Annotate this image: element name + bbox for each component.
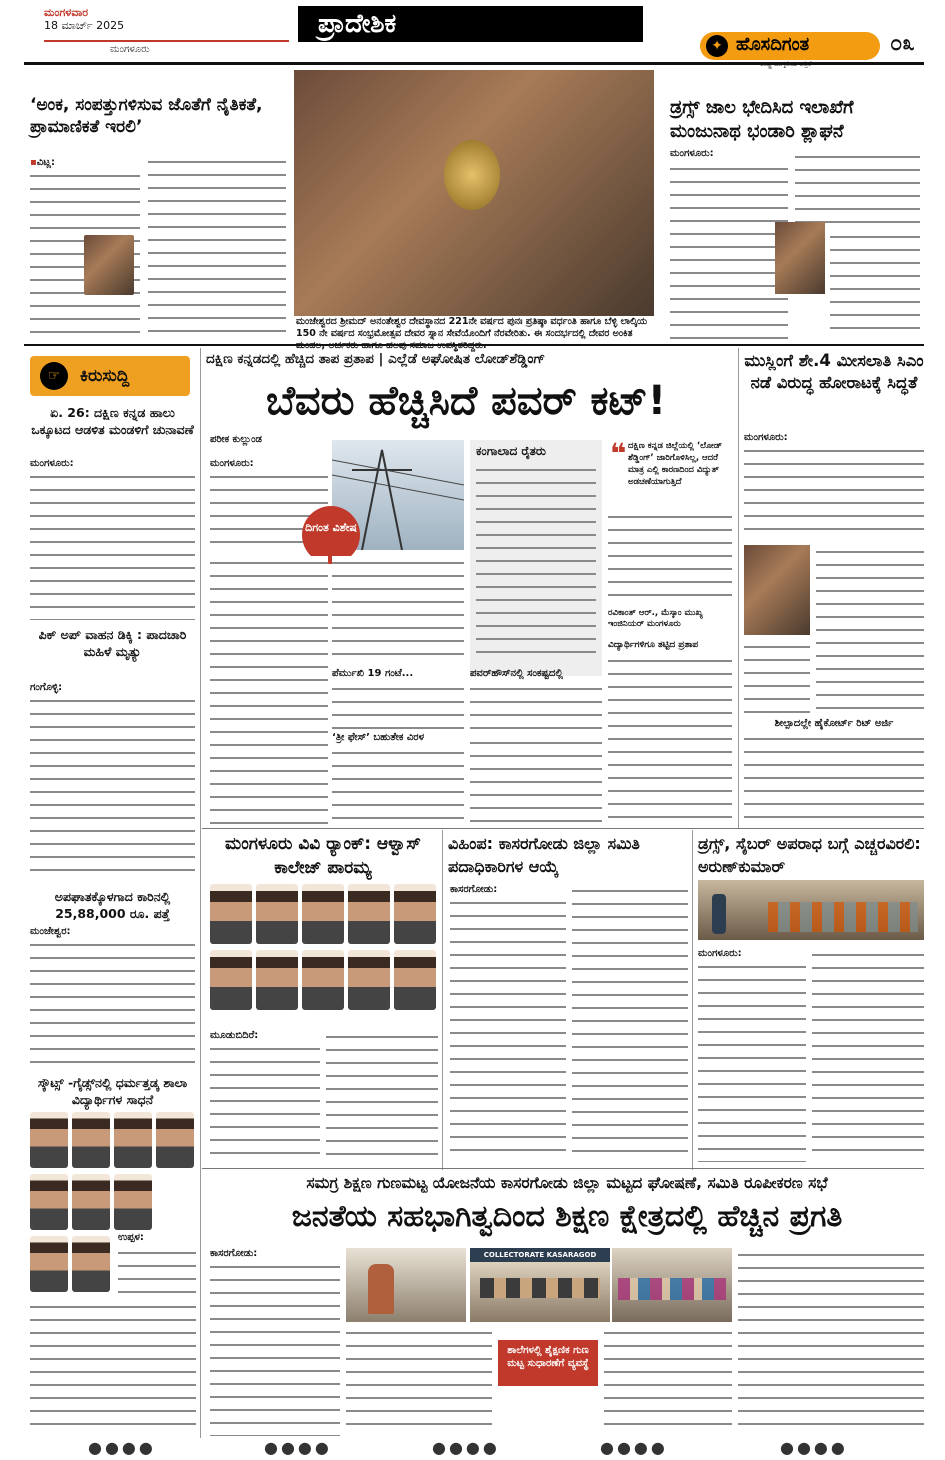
footer-bullets: ●●●● bbox=[432, 1438, 500, 1457]
footer-bullets: ●●●● bbox=[88, 1438, 156, 1457]
kiru-item1-body bbox=[30, 470, 195, 620]
cyber-crime-body2 bbox=[812, 948, 924, 1162]
education-body2 bbox=[346, 1326, 492, 1436]
university-rank-body2 bbox=[326, 1030, 438, 1162]
top-rule bbox=[24, 62, 924, 65]
footer-bullets: ●●●● bbox=[264, 1438, 332, 1457]
cyber-crime-body1 bbox=[698, 960, 806, 1162]
rank-holder-photos bbox=[210, 884, 436, 1018]
education-body3 bbox=[604, 1326, 732, 1436]
drugs-police-body2 bbox=[795, 150, 920, 230]
education-photo2: COLLECTORATE KASARAGOD bbox=[470, 1248, 610, 1322]
power-cut-kicker: ದಕ್ಷಿಣ ಕನ್ನಡದಲ್ಲಿ ಹೆಚ್ಚಿದ ತಾಪ ಪ್ರತಾಪ | ಎಲ್ಲೆಡೆ ಅಘೋಷಿತ ಲೋಡ್‌ಶೆಡ್ಡಿಂಗ್ bbox=[206, 351, 546, 367]
education-photo3 bbox=[612, 1248, 732, 1322]
power-cut-body5 bbox=[332, 746, 464, 826]
column-divider bbox=[200, 348, 201, 1438]
section-title: ಪ್ರಾದೇಶಿಕ bbox=[298, 6, 643, 42]
bhandari-photo bbox=[775, 222, 825, 294]
lamp-icon: ✦ bbox=[706, 35, 728, 57]
ethics-body-col2 bbox=[148, 155, 286, 340]
temple-photo bbox=[294, 70, 654, 316]
education-pullquote: ಶಾಲೆಗಳಲ್ಲಿ ಶೈಕ್ಷಣಿಕ ಗುಣ ಮಟ್ಟ ಸುಧಾರಣೆಗೆ ವ್ಯವಸ್ಥೆ bbox=[498, 1340, 598, 1386]
cyber-crime-dateline: ಮಂಗಳೂರು: bbox=[698, 948, 742, 959]
ethics-speaker-photo bbox=[84, 235, 134, 295]
header-rule bbox=[44, 40, 289, 42]
section-rule bbox=[24, 344, 924, 346]
education-dateline: ಕಾಸರಗೋಡು: bbox=[210, 1248, 258, 1259]
kiru-item4-headline: ಸ್ಕೌಟ್ಸ್ -ಗೈಡ್ಸ್‌ನಲ್ಲಿ ಧರ್ಮತ್ತಡ್ಕ ಶಾಲಾ ವಿದ್ಯಾರ್ಥಿಗಳ ಸಾಧನೆ bbox=[37, 1075, 188, 1107]
kiru-item4-body2 bbox=[30, 1300, 196, 1432]
cm-protest-body1 bbox=[744, 444, 924, 540]
power-cut-quote-body bbox=[608, 510, 732, 605]
quote-icon: ❝ bbox=[610, 437, 627, 470]
kiru-item2-headline: ಪಿಕ್ ಅಪ್ ವಾಹನ ಡಿಕ್ಕಿ : ಪಾದಚಾರಿ ಮಹಿಳೆ ಮೃತ್ಯು bbox=[38, 627, 187, 659]
power-cut-quote: ದಕ್ಷಿಣ ಕನ್ನಡ ಜಿಲ್ಲೆಯಲ್ಲಿ ‘ಲೋಡ್ ಶೆಡ್ಡಿಂಗ್’ ಜಾರಿಗೊಳಿಸಿಲ್ಲ, ಆದರೆ ಮಾತ್ರ ಎಲ್ಲಿ ಕಾರಣದಿಂದ ವಿದ್ಯುತ್ ಅಡಚಣೆಯಾಗುತ್ತಿದೆ bbox=[628, 441, 723, 487]
drugs-police-body1 bbox=[670, 162, 788, 340]
farmers-box: ಕಂಗಾಲಾದ ರೈತರು bbox=[470, 440, 602, 676]
ethics-body-col1: ▪ವಿಟ್ಲ: bbox=[30, 150, 140, 340]
drugs-police-headline: ಡ್ರಗ್ಸ್ ಜಾಲ ಭೇದಿಸಿದ ಇಲಾಖೆಗೆ ಮಂಜುನಾಥ ಭಂಡಾರಿ ಶ್ಲಾಘನೆ bbox=[670, 97, 854, 142]
cm-protest-body4 bbox=[744, 732, 924, 826]
education-headline: ಜನತೆಯ ಸಹಭಾಗಿತ್ವದಿಂದ ಶಿಕ್ಷಣ ಕ್ಷೇತ್ರದಲ್ಲಿ ಹೆಚ್ಚಿನ ಪ್ರಗತಿ bbox=[291, 1199, 843, 1234]
kiru-item4-body1 bbox=[118, 1246, 196, 1296]
university-rank-body1 bbox=[210, 1042, 320, 1162]
cm-protest-headline: ಮುಸ್ಲಿಂಗೆ ಶೇ.4 ಮೀಸಲಾತಿ ಸಿಎಂ ನಡೆ ವಿರುದ್ಧ ಹೋರಾಟಕ್ಕೆ ಸಿದ್ಧತೆ bbox=[744, 351, 924, 392]
quote-author: ರವಿಕಾಂತ್ ಆರ್., ಮೆಸ್ಕಾಂ ಮುಖ್ಯ ಇಂಜಿನಿಯರ್ ಮಂಗಳೂರು bbox=[608, 608, 703, 629]
city-label: ಮಂಗಳೂರು bbox=[110, 44, 150, 55]
footer-bullets: ●●●● bbox=[780, 1438, 848, 1457]
cm-protest-body3 bbox=[744, 640, 810, 715]
power-cut-headline: ಬೆವರು ಹೆಚ್ಚಿಸಿದೆ ಪವರ್ ಕಟ್! bbox=[266, 378, 666, 424]
page-number: ೦೩ bbox=[890, 31, 915, 56]
vhp-body2 bbox=[572, 884, 688, 1162]
vhp-headline: ವಿಹಿಂಪ: ಕಾಸರಗೋಡು ಜಿಲ್ಲಾ ಸಮಿತಿ ಪದಾಧಿಕಾರಿಗಳ ಆಯ್ಕೆ bbox=[448, 834, 640, 876]
kiru-item2-body bbox=[30, 694, 195, 882]
kiru-item3-dateline: ಮಂಜೇಶ್ವರ: bbox=[30, 926, 71, 937]
power-cut-body4 bbox=[332, 682, 464, 730]
column-divider bbox=[738, 348, 739, 828]
drugs-police-dateline: ಮಂಗಳೂರು: bbox=[670, 148, 714, 159]
kiru-item1-headline: ಏ. 26: ದಕ್ಷಿಣ ಕನ್ನಡ ಹಾಲು ಒಕ್ಕೂಟದ ಆಡಳಿತ ಮಂಡಳಿಗೆ ಚುನಾವಣೆ bbox=[31, 405, 194, 437]
education-body4 bbox=[738, 1248, 924, 1436]
newspaper-logo: ✦ ಹೊಸದಿಗಂತ bbox=[700, 32, 880, 60]
power-cut-body8 bbox=[470, 736, 602, 826]
power-cut-dateline: ಮಂಗಳೂರು: bbox=[210, 458, 254, 469]
power-cut-sub1: ಪೆರ್ಮುಖಿ 19 ಗಂಟೆ... bbox=[332, 668, 414, 679]
power-cut-sub4: ವಿದ್ಯಾರ್ಥಿಗಳಿಗೂ ತಟ್ಟಿದ ಪ್ರತಾಪ bbox=[608, 640, 699, 650]
digantha-special-badge: ದಿಗಂತ ವಿಶೇಷ bbox=[302, 506, 360, 564]
student-photo bbox=[72, 1236, 110, 1292]
kiru-item4-dateline: ಉಪ್ಪಳ: bbox=[118, 1232, 144, 1243]
megaphone-icon: ☞ bbox=[40, 362, 68, 390]
power-cut-body6 bbox=[470, 682, 602, 732]
kiru-item3-body bbox=[30, 938, 195, 1068]
date-label: 18 ಮಾರ್ಚ್ 2025 bbox=[44, 19, 125, 32]
kiru-item1-dateline: ಮಂಗಳೂರು: bbox=[30, 458, 74, 469]
cm-protest-dateline: ಮಂಗಳೂರು: bbox=[744, 432, 788, 443]
university-rank-dateline: ಮೂಡುಬಿದಿರೆ: bbox=[210, 1030, 259, 1041]
ethics-headline: ‘ಅಂಕ, ಸಂಪತ್ತುಗಳಿಸುವ ಜೊತೆಗೆ ನೈತಿಕತೆ, ಪ್ರಾಮಾಣಿಕತೆ ಇರಲಿ’ bbox=[30, 95, 263, 137]
day-label: ಮಂಗಳವಾರ bbox=[44, 6, 89, 19]
section-rule bbox=[202, 1168, 924, 1169]
vhp-dateline: ಕಾಸರಗೋಡು: bbox=[450, 884, 498, 895]
temple-caption: ಮಂಜೇಶ್ವರದ ಶ್ರೀಮದ್ ಅನಂತೇಶ್ವರ ದೇವಸ್ಥಾನದ 221ನೇ ವರ್ಷದ ಪುನಃ ಪ್ರತಿಷ್ಠಾ ವರ್ಧಂತಿ ಹಾಗೂ ಬೆಳ್ಳಿ ಲಾಲ್ಕಿಯ 150 ನೇ ವರ್ಷದ ಸಂಭ್ರಮೋತ್ಸವ ದೇವರ ಸ್ನಾನ ಸೇವೆಯೊಂದಿಗೆ ನೆರವೇರಿತು. ಈ ಸಂದರ್ಭದಲ್ಲಿ ದೇವರ ಅಂಕಿತ bbox=[296, 316, 648, 339]
column-divider bbox=[442, 830, 443, 1170]
power-cut-body7 bbox=[608, 654, 732, 826]
footer-bullets: ●●●● bbox=[600, 1438, 668, 1457]
power-cut-body2 bbox=[210, 556, 328, 826]
education-photo1 bbox=[346, 1248, 466, 1322]
power-cut-sub3: ‘ತ್ರೀ ಫೇಸ್’ ಬಹುತೇಕ ವಿರಳ bbox=[332, 732, 425, 743]
kiru-item2-dateline: ಗಂಗೊಳ್ಳಿ: bbox=[30, 682, 63, 693]
kiru-item3-headline: ಅಪಘಾತಕ್ಕೊಳಗಾದ ಕಾರಿನಲ್ಲಿ 25,88,000 ರೂ. ಪತ್ತೆ bbox=[54, 889, 171, 921]
cyber-crime-headline: ಡ್ರಗ್ಸ್, ಸೈಬರ್ ಅಪರಾಧ ಬಗ್ಗೆ ಎಚ್ಚರವಿರಲಿ: ಅರುಣ್‌ಕುಮಾರ್ bbox=[698, 834, 921, 876]
university-rank-headline: ಮಂಗಳೂರು ವಿವಿ ರ‍್ಯಾಂಕ್: ಆಳ್ವಾಸ್ ಕಾಲೇಜ್ ಪಾರಮ್ಯ bbox=[225, 834, 421, 878]
section-rule bbox=[202, 828, 924, 829]
kiru-item4-photos bbox=[30, 1112, 195, 1232]
cyber-crime-photo bbox=[698, 880, 924, 940]
cm-protest-photo bbox=[744, 545, 810, 635]
education-kicker: ಸಮಗ್ರ ಶಿಕ್ಷಣ ಗುಣಮಟ್ಟ ಯೋಜನೆಯ ಕಾಸರಗೋಡು ಜಿಲ್ಲಾ ಮಟ್ಟದ ಘೋಷಣೆ, ಸಮಿತಿ ರೂಪೀಕರಣ ಸಭೆ bbox=[306, 1174, 828, 1192]
power-cut-sub2: ಪವರ್‌ಹೌಸ್‌ನಲ್ಲಿ ಸಂಕಷ್ಟದಲ್ಲಿ bbox=[470, 668, 563, 679]
drugs-police-body3 bbox=[830, 230, 920, 340]
power-cut-body3 bbox=[332, 556, 464, 666]
power-cut-byline: ಪರೀಕ ಕುಲ್ಲುಂಡ bbox=[210, 434, 262, 445]
education-body1 bbox=[210, 1260, 340, 1436]
cm-protest-subhead: ಶೀಲ್ಪಾದಲ್ಲೇ ಹೈಕೋರ್ಟ್ ರಿಟ್ ಅರ್ಜಿ bbox=[774, 718, 894, 729]
masthead-date bbox=[44, 6, 124, 32]
vhp-body1 bbox=[450, 896, 566, 1162]
cm-protest-body2 bbox=[816, 545, 924, 715]
student-photo bbox=[30, 1236, 68, 1292]
kiru-suddi-title: ಕಿರುಸುದ್ದಿ bbox=[80, 366, 130, 386]
column-divider bbox=[692, 830, 693, 1170]
